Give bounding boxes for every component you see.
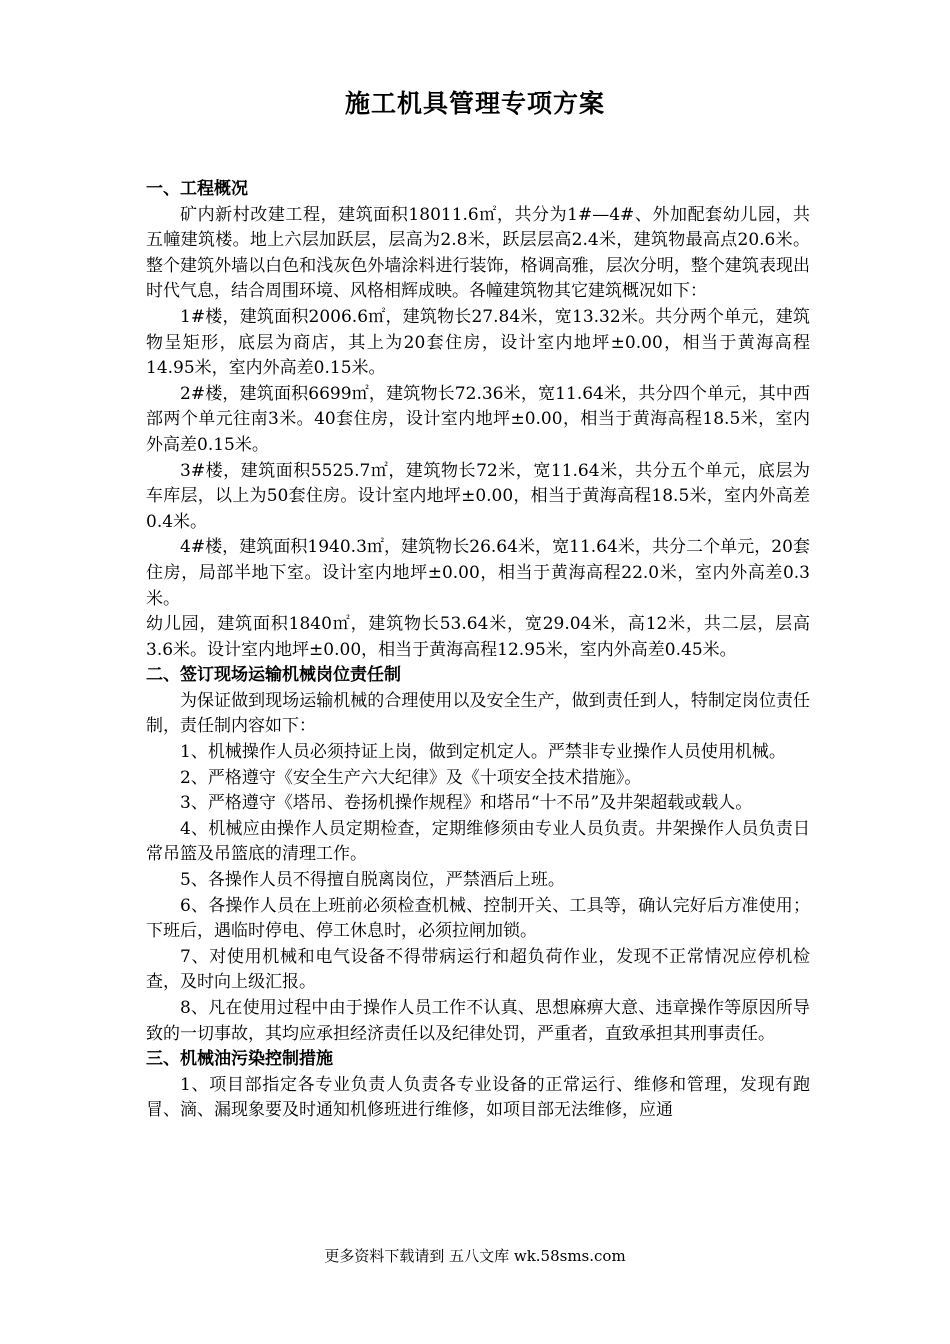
paragraph: 4#楼，建筑面积1940.3㎡，建筑物长26.64米，宽11.64米，共分二个单元，20套住房，局部半地下室。设计室内地坪±0.00，相当于黄海高程22.0米，室内外高差0.3米。 <box>146 537 810 609</box>
paragraph: 8、凡在使用过程中由于操作人员工作不认真、思想麻痹大意、违章操作等原因所导致的一切事故，其均应承担经济责任以及纪律处罚，严重者，直致承担其刑事责任。 <box>146 998 810 1044</box>
paragraph: 2#楼，建筑面积6699㎡，建筑物长72.36米，宽11.64米，共分四个单元，其中西部两个单元往南3米。40套住房，设计室内地坪±0.00，相当于黄海高程18.5米，室内外高差0.15米。 <box>146 383 810 455</box>
paragraph: 为保证做到现场运输机械的合理使用以及安全生产，做到责任到人，特制定岗位责任制，责任制内容如下： <box>146 690 810 737</box>
page-footer: 更多资料下载请到 五八文库 wk.58sms.com <box>324 1247 626 1265</box>
paragraph: 幼儿园，建筑面积1840㎡，建筑物长53.64米，宽29.04米，高12米，共二层，层高3.6米。设计室内地坪±0.00，相当于黄海高程12.95米，室内外高差0.45米。 <box>146 614 810 660</box>
paragraph: 矿内新村改建工程，建筑面积18011.6㎡，共分为1#—4#、外加配套幼儿园，共五幢建筑楼。地上六层加跃层，层高为2.8米，跃层层高2.4米，建筑物最高点20.6米。整个建筑外墙以白色和浅灰色外墙涂料进行装饰，格调高雅，层次分明，整个建筑表现出时代气息，结合周围环境、风格相辉成映。各幢建筑物其它建筑概况如下： <box>146 204 810 302</box>
document-title: 施工机具管理专项方案 <box>344 89 605 118</box>
paragraph: 3、严格遵守《塔吊、卷扬机操作规程》和塔吊“十不吊”及井架超载或载人。 <box>180 793 753 814</box>
paragraph: 1、机械操作人员必须持证上岗，做到定机定人。严禁非专业操作人员使用机械。 <box>180 742 786 763</box>
section-heading: 一、工程概况 <box>146 179 248 199</box>
paragraph: 1#楼，建筑面积2006.6㎡，建筑物长27.84米，宽13.32米。共分两个单元，建筑物呈矩形，底层为商店，其上为20套住房，设计室内地坪±0.00，相当于黄海高程14.95米，室内外高差0.15米。 <box>146 306 810 379</box>
paragraph: 1、项目部指定各专业负责人负责各专业设备的正常运行、维修和管理，发现有跑冒、滴、漏现象要及时通知机修班进行维修，如项目部无法维修，应通 <box>146 1074 810 1121</box>
paragraph: 6、各操作人员在上班前必须检查机械、控制开关、工具等，确认完好后方准使用；下班后，遇临时停电、停工休息时，必须拉闸加锁。 <box>146 895 810 942</box>
section-heading: 三、机械油污染控制措施 <box>146 1049 333 1070</box>
paragraph: 3#楼，建筑面积5525.7㎡，建筑物长72米，宽11.64米，共分五个单元，底层为车库层，以上为50套住房。设计室内地坪±0.00，相当于黄海高程18.5米，室内外高差0.4米。 <box>146 460 810 532</box>
paragraph: 7、对使用机械和电气设备不得带病运行和超负荷作业，发现不正常情况应停机检查，及时向上级汇报。 <box>146 946 810 993</box>
section-heading: 二、签订现场运输机械岗位责任制 <box>146 665 401 686</box>
paragraph: 2、严格遵守《安全生产六大纪律》及《十项安全技术措施》。 <box>180 767 642 788</box>
document-body <box>146 177 810 1124</box>
paragraph: 5、各操作人员不得擅自脱离岗位，严禁酒后上班。 <box>180 870 565 891</box>
paragraph: 4、机械应由操作人员定期检查，定期维修须由专业人员负责。井架操作人员负责日常吊篮及吊篮底的清理工作。 <box>146 818 810 865</box>
